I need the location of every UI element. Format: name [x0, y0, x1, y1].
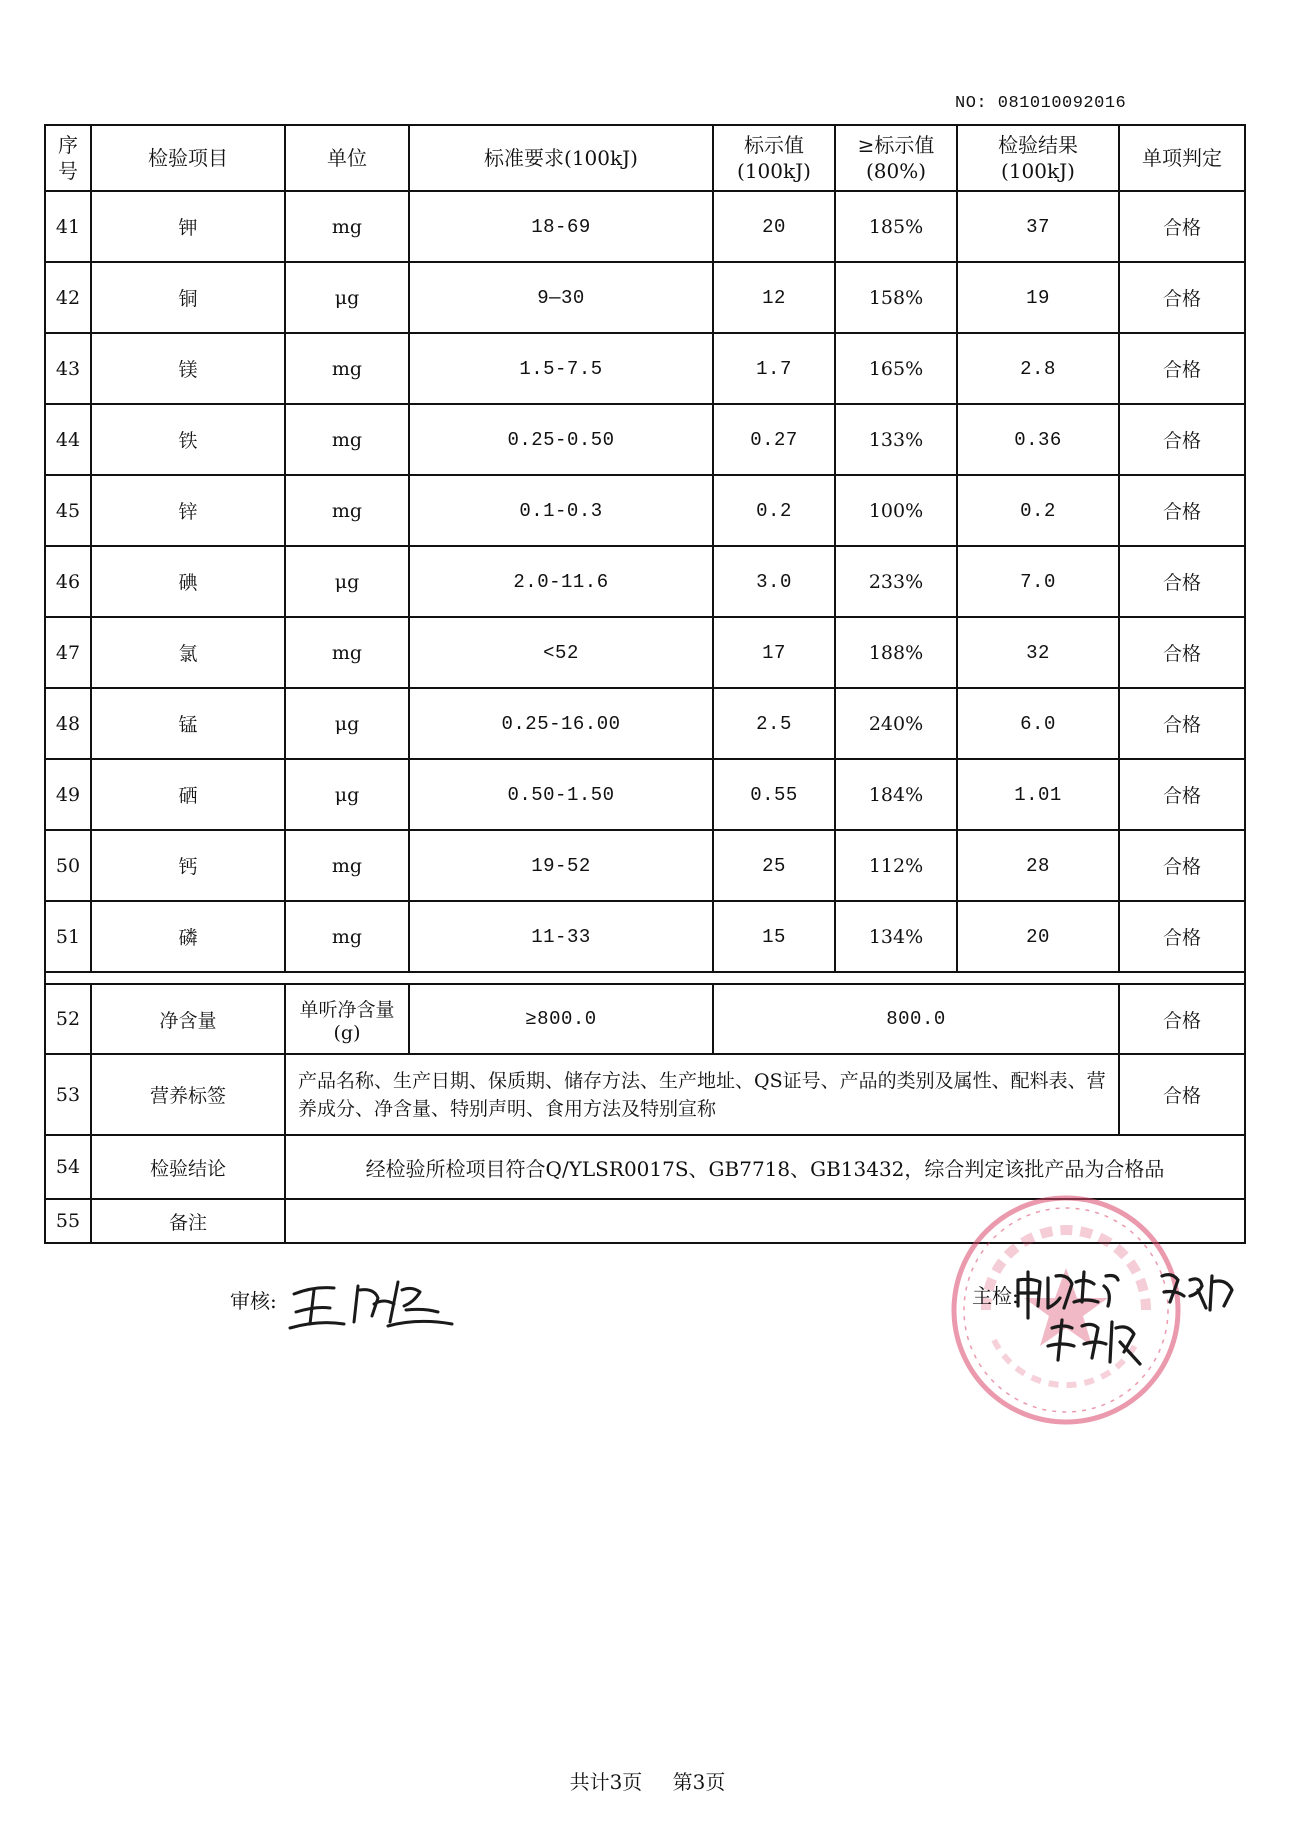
- header-ratio: ≥标示值(80%): [835, 125, 957, 191]
- cell-judgment: 合格: [1119, 262, 1245, 333]
- cell-judgment: 合格: [1119, 830, 1245, 901]
- cell-ratio: 158%: [835, 262, 957, 333]
- cell-ratio: 112%: [835, 830, 957, 901]
- table-row: [45, 404, 1245, 475]
- cell-item: 钾: [91, 191, 285, 262]
- table-separator: [45, 972, 1245, 984]
- table-row: [45, 759, 1245, 830]
- cell-unit: mg: [285, 404, 409, 475]
- cell-result: 0.2: [957, 475, 1119, 546]
- header-result: 检验结果(100kJ): [957, 125, 1119, 191]
- cell-item: 铁: [91, 404, 285, 475]
- cell-judgment: 合格: [1119, 901, 1245, 972]
- cell-seq: 54: [45, 1135, 91, 1199]
- current-page: 第3页: [672, 1770, 726, 1794]
- cell-unit: μg: [285, 546, 409, 617]
- cell-standard: <52: [409, 617, 713, 688]
- cell-item: 营养标签: [91, 1054, 285, 1135]
- cell-seq: 46: [45, 546, 91, 617]
- cell-seq: 55: [45, 1199, 91, 1243]
- cell-result: 2.8: [957, 333, 1119, 404]
- cell-seq: 48: [45, 688, 91, 759]
- cell-result: 19: [957, 262, 1119, 333]
- cell-label-value: 25: [713, 830, 835, 901]
- cell-item: 氯: [91, 617, 285, 688]
- cell-item: 锌: [91, 475, 285, 546]
- cell-ratio: 100%: [835, 475, 957, 546]
- cell-unit: mg: [285, 475, 409, 546]
- cell-result: 37: [957, 191, 1119, 262]
- cell-ratio: 184%: [835, 759, 957, 830]
- table-row-nutrition-label: [45, 1054, 1245, 1135]
- cell-unit: μg: [285, 262, 409, 333]
- cell-label-value: 2.5: [713, 688, 835, 759]
- separator-cell: [45, 972, 1245, 984]
- cell-item: 碘: [91, 546, 285, 617]
- cell-label-value: 0.55: [713, 759, 835, 830]
- cell-seq: 41: [45, 191, 91, 262]
- cell-label-content: 产品名称、生产日期、保质期、储存方法、生产地址、QS证号、产品的类别及属性、配料表、营养成分、净含量、特别声明、食用方法及特别宣称: [285, 1054, 1119, 1135]
- cell-standard: 19-52: [409, 830, 713, 901]
- cell-judgment: 合格: [1119, 617, 1245, 688]
- cell-ratio: 233%: [835, 546, 957, 617]
- cell-label-value: 0.2: [713, 475, 835, 546]
- cell-item: 锰: [91, 688, 285, 759]
- cell-judgment: 合格: [1119, 475, 1245, 546]
- cell-standard: 11-33: [409, 901, 713, 972]
- table-row: [45, 475, 1245, 546]
- cell-item: 硒: [91, 759, 285, 830]
- cell-standard: 18-69: [409, 191, 713, 262]
- cell-result: 6.0: [957, 688, 1119, 759]
- cell-standard: 1.5-7.5: [409, 333, 713, 404]
- cell-seq: 49: [45, 759, 91, 830]
- table-row: [45, 688, 1245, 759]
- cell-judgment: 合格: [1119, 333, 1245, 404]
- cell-seq: 47: [45, 617, 91, 688]
- header-judgment: 单项判定: [1119, 125, 1245, 191]
- cell-conclusion-text: 经检验所检项目符合Q/YLSR0017S、GB7718、GB13432，综合判定该批产品为合格品: [285, 1135, 1245, 1199]
- cell-judgment: 合格: [1119, 546, 1245, 617]
- table-row: [45, 617, 1245, 688]
- table-row: [45, 262, 1245, 333]
- cell-unit: mg: [285, 333, 409, 404]
- cell-item: 磷: [91, 901, 285, 972]
- cell-result: 800.0: [713, 984, 1119, 1054]
- cell-label-value: 17: [713, 617, 835, 688]
- cell-unit: mg: [285, 617, 409, 688]
- cell-standard: 2.0-11.6: [409, 546, 713, 617]
- cell-ratio: 188%: [835, 617, 957, 688]
- table-row: [45, 333, 1245, 404]
- cell-standard: ≥800.0: [409, 984, 713, 1054]
- cell-seq: 42: [45, 262, 91, 333]
- cell-standard: 0.25-16.00: [409, 688, 713, 759]
- header-item: 检验项目: [91, 125, 285, 191]
- header-unit: 单位: [285, 125, 409, 191]
- cell-judgment: 合格: [1119, 984, 1245, 1054]
- cell-result: 28: [957, 830, 1119, 901]
- cell-seq: 52: [45, 984, 91, 1054]
- cell-result: 7.0: [957, 546, 1119, 617]
- cell-label-value: 3.0: [713, 546, 835, 617]
- cell-judgment: 合格: [1119, 404, 1245, 475]
- table-header-row: [45, 125, 1245, 191]
- table-row-net-content: [45, 984, 1245, 1054]
- table-row: [45, 830, 1245, 901]
- cell-ratio: 134%: [835, 901, 957, 972]
- cell-unit: μg: [285, 688, 409, 759]
- cell-label-value: 0.27: [713, 404, 835, 475]
- header-standard: 标准要求(100kJ): [409, 125, 713, 191]
- cell-seq: 53: [45, 1054, 91, 1135]
- cell-judgment: 合格: [1119, 688, 1245, 759]
- cell-item: 净含量: [91, 984, 285, 1054]
- cell-standard: 9—30: [409, 262, 713, 333]
- table-body: [45, 191, 1245, 1243]
- cell-item: 检验结论: [91, 1135, 285, 1199]
- cell-ratio: 165%: [835, 333, 957, 404]
- cell-seq: 50: [45, 830, 91, 901]
- reviewer-signature: [288, 1268, 458, 1334]
- cell-label-value: 20: [713, 191, 835, 262]
- cell-item: 钙: [91, 830, 285, 901]
- page-footer: [0, 1766, 1295, 1795]
- cell-seq: 51: [45, 901, 91, 972]
- cell-unit: mg: [285, 830, 409, 901]
- inspector-label: 主检:: [972, 1284, 1019, 1308]
- cell-item: 铜: [91, 262, 285, 333]
- cell-seq: 45: [45, 475, 91, 546]
- cell-seq: 44: [45, 404, 91, 475]
- cell-label-value: 12: [713, 262, 835, 333]
- cell-label-value: 1.7: [713, 333, 835, 404]
- cell-ratio: 185%: [835, 191, 957, 262]
- cell-judgment: 合格: [1119, 759, 1245, 830]
- cell-unit: 单听净含量(g): [285, 984, 409, 1054]
- cell-result: 20: [957, 901, 1119, 972]
- inspector-signatures: [1012, 1262, 1240, 1372]
- header-seq: 序号: [45, 125, 91, 191]
- reviewer-label: 审核:: [230, 1289, 277, 1313]
- cell-label-value: 15: [713, 901, 835, 972]
- cell-standard: 0.50-1.50: [409, 759, 713, 830]
- cell-ratio: 240%: [835, 688, 957, 759]
- total-pages: 共计3页: [569, 1770, 643, 1794]
- header-label-value: 标示值(100kJ): [713, 125, 835, 191]
- cell-result: 32: [957, 617, 1119, 688]
- cell-seq: 43: [45, 333, 91, 404]
- inspection-results-table: [44, 124, 1246, 1244]
- cell-item: 镁: [91, 333, 285, 404]
- cell-judgment: 合格: [1119, 191, 1245, 262]
- cell-standard: 0.25-0.50: [409, 404, 713, 475]
- cell-unit: μg: [285, 759, 409, 830]
- cell-result: 0.36: [957, 404, 1119, 475]
- cell-ratio: 133%: [835, 404, 957, 475]
- cell-judgment: 合格: [1119, 1054, 1245, 1135]
- table-row: [45, 901, 1245, 972]
- cell-unit: mg: [285, 901, 409, 972]
- table-row: [45, 546, 1245, 617]
- table-row: [45, 191, 1245, 262]
- cell-unit: mg: [285, 191, 409, 262]
- cell-standard: 0.1-0.3: [409, 475, 713, 546]
- report-number: NO: 081010092016: [955, 94, 1127, 113]
- cell-result: 1.01: [957, 759, 1119, 830]
- cell-item: 备注: [91, 1199, 285, 1243]
